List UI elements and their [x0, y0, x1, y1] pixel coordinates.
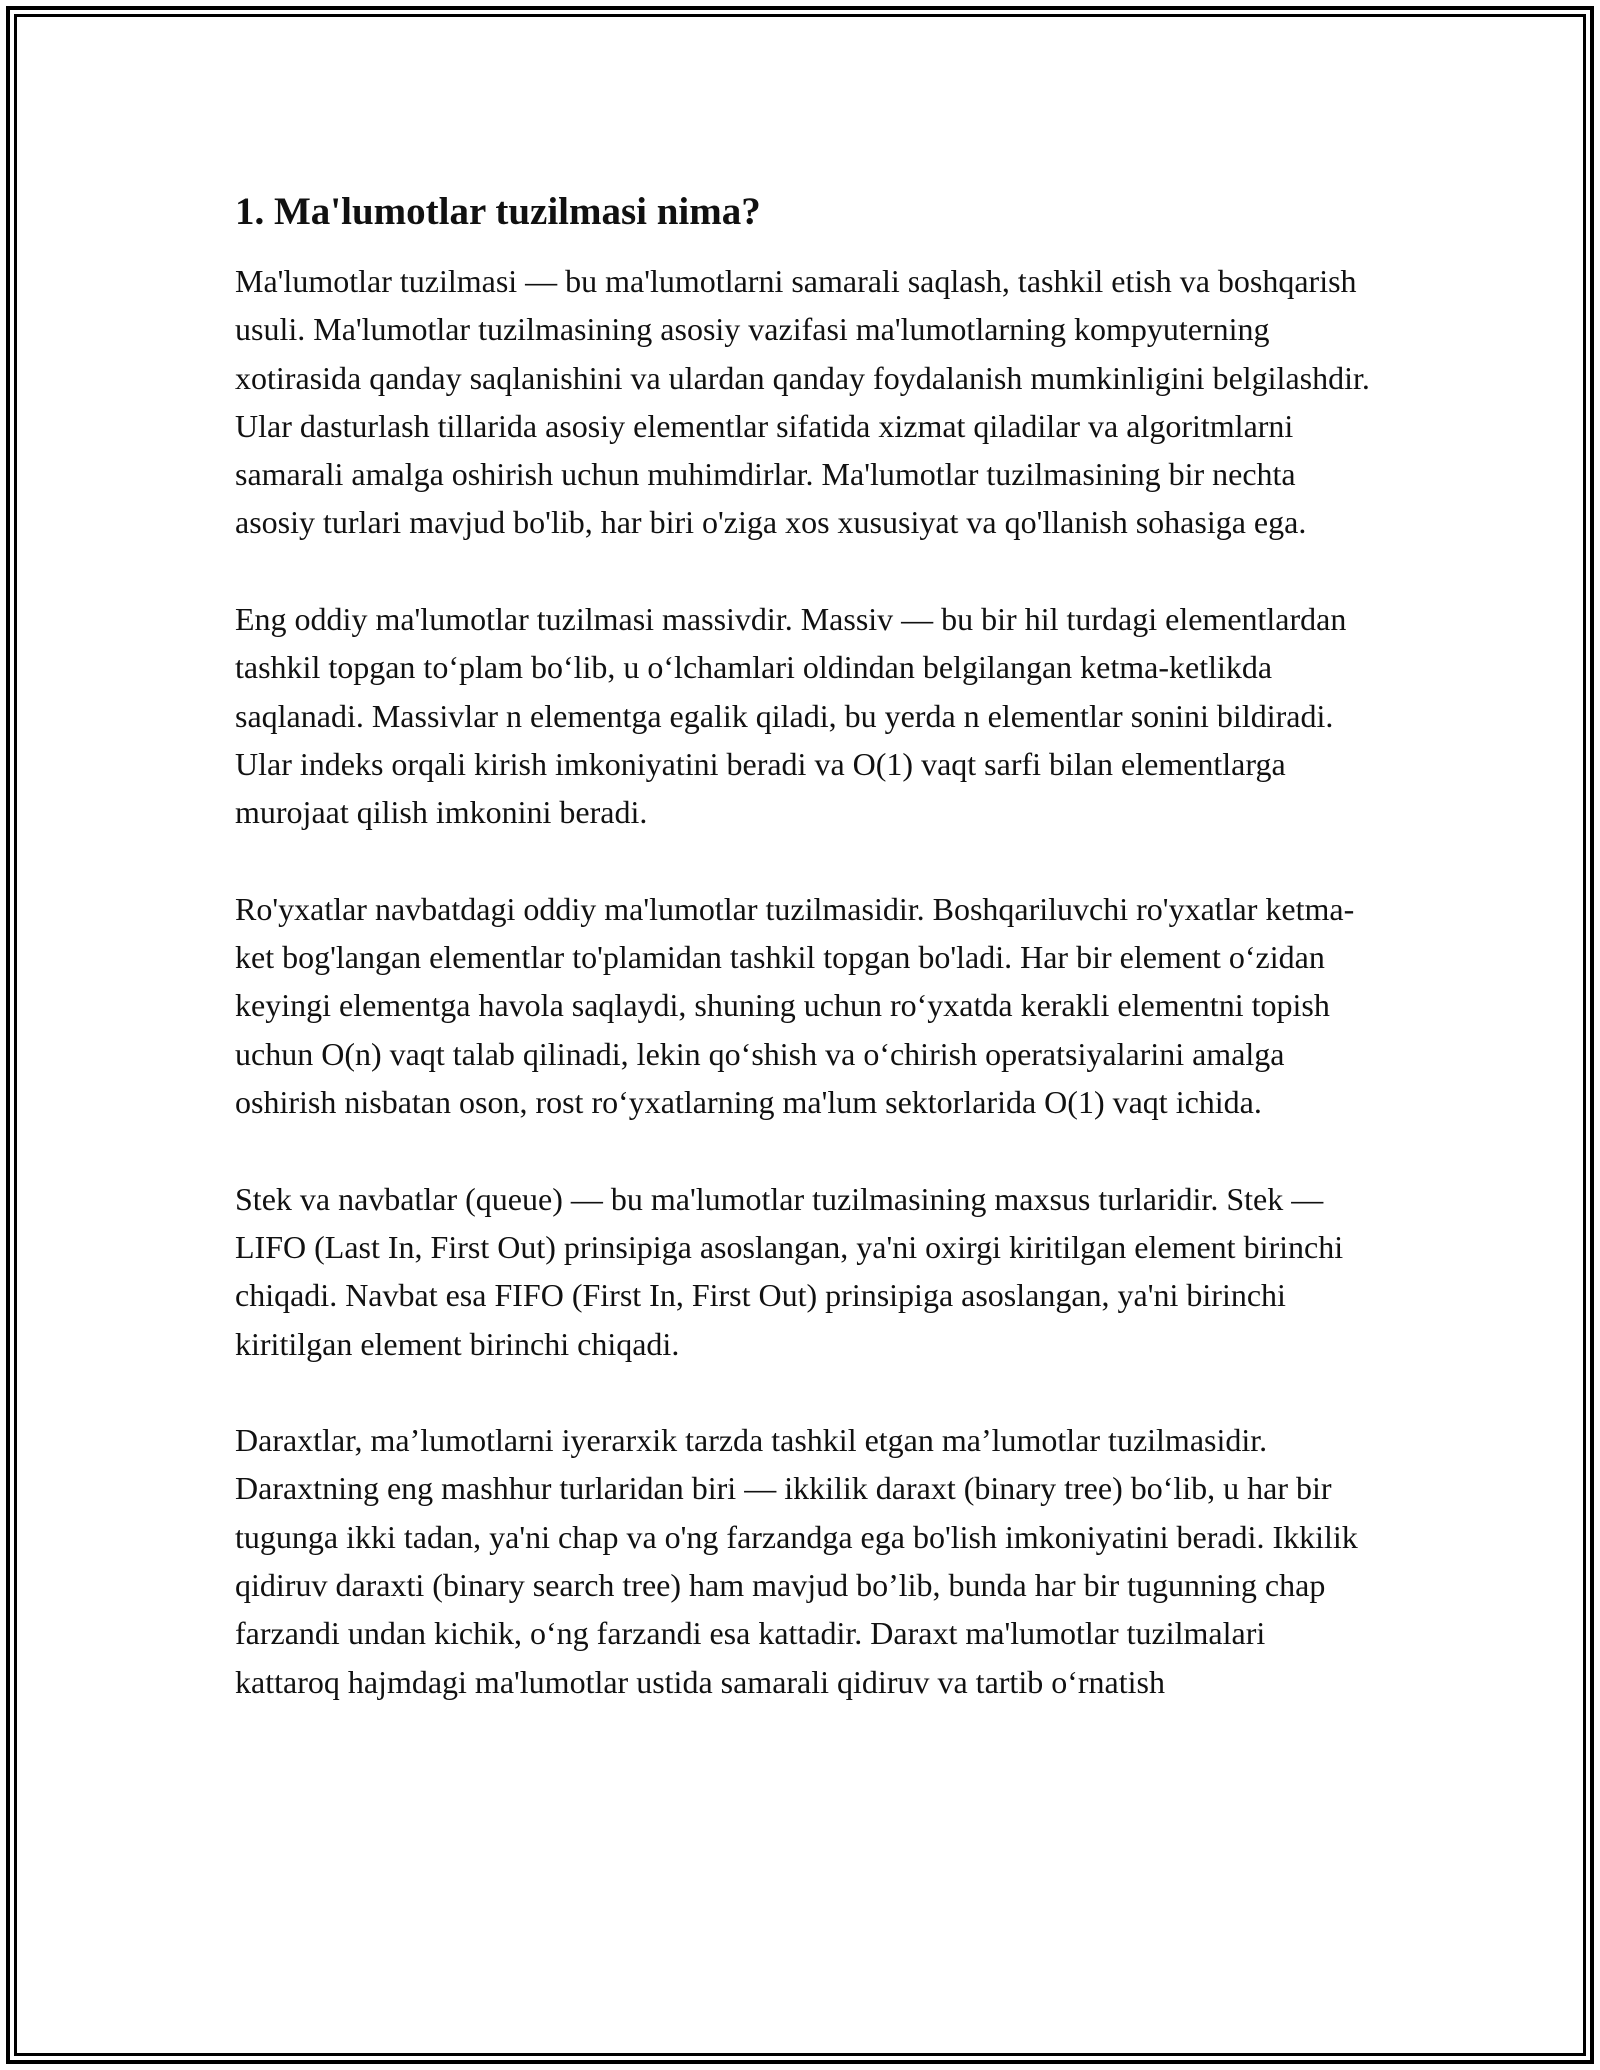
paragraph-stacks-queues: Stek va navbatlar (queue) — bu ma'lumotlar tuzilmasining maxsus turlaridir. Stek — LIFO (Last In, First Out) prinsipiga asoslangan, ya'ni oxirgi kiritilgan element birinchi chiqadi. Navbat esa FIFO (First In, First Out) prinsipiga asoslangan, ya'ni birinchi kiritilgan element birinchi chiqadi. — [235, 1180, 1344, 1362]
section-heading: 1. Ma'lumotlar tuzilmasi nima? — [235, 190, 761, 233]
paragraph-intro: Ma'lumotlar tuzilmasi — bu ma'lumotlarni samarali saqlash, tashkil etish va boshqarish usuli. Ma'lumotlar tuzilmasining asosiy vazifasi ma'lumotlarning kompyuterning xotirasida qanday saqlanishini va ulardan qanday foydalanish mumkinligini belgilashdir. Ular dasturlash tillarida asosiy elementlar sifatida xizmat qiladilar va algoritmlarni samarali amalga oshirish uchun muhimdirlar. Ma'lumotlar tuzilmasining bir nechta asosiy turlari mavjud bo'lib, har biri o'ziga xos xususiyat va qo'llanish sohasiga ega. — [235, 263, 1370, 541]
document-body — [235, 186, 1375, 1754]
paragraph-lists: Ro'yxatlar navbatdagi oddiy ma'lumotlar tuzilmasidir. Boshqariluvchi ro'yxatlar ketma-ket bog'langan elementlar to'plamidan tashkil topgan bo'ladi. Har bir element o‘zidan keyingi elementga havola saqlaydi, shuning uchun ro‘yxatda kerakli elementni topish uchun O(n) vaqt talab qilinadi, lekin qo‘shish va o‘chirish operatsiyalarini amalga oshirish nisbatan oson, rost ro‘yxatlarning ma'lum sektorlarida O(1) vaqt ichida. — [235, 890, 1355, 1121]
paragraph-trees: Daraxtlar, ma’lumotlarni iyerarxik tarzda tashkil etgan ma’lumotlar tuzilmasidir. Daraxtning eng mashhur turlaridan biri — ikkilik daraxt (binary tree) bo‘lib, u har bir tugunga ikki tadan, ya'ni chap va o'ng farzandga ega bo'lish imkoniyatini beradi. Ikkilik qidiruv daraxti (binary search tree) ham mavjud bo’lib, bunda har bir tugunning chap farzandi undan kichik, o‘ng farzandi esa kattadir. Daraxt ma'lumotlar tuzilmalari kattaroq hajmdagi ma'lumotlar ustida samarali qidiruv va tartib o‘rnatish — [235, 1422, 1358, 1700]
paragraph-arrays: Eng oddiy ma'lumotlar tuzilmasi massivdir. Massiv — bu bir hil turdagi elementlardan tashkil topgan to‘plam bo‘lib, u o‘lchamlari oldindan belgilangan ketma-ketlikda saqlanadi. Massivlar n elementga egalik qiladi, bu yerda n elementlar sonini bildiradi. Ular indeks orqali kirish imkoniyatini beradi va O(1) vaqt sarfi bilan elementlarga murojaat qilish imkonini beradi. — [235, 601, 1347, 831]
